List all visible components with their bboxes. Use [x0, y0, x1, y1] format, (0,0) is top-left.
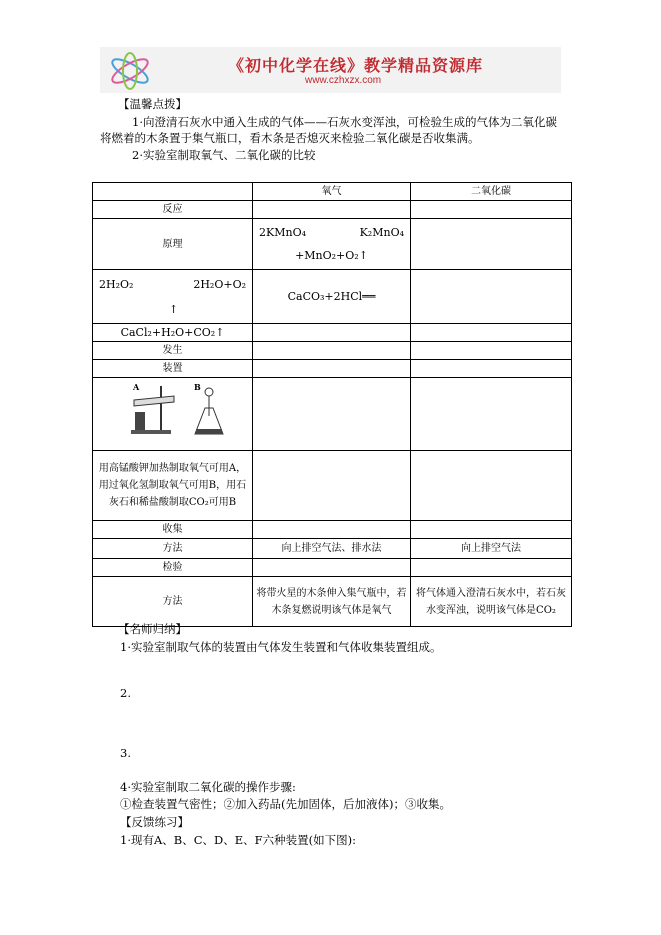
summary-item-3: 3.: [120, 746, 131, 760]
kmno4-left: 2KMnO₄: [259, 226, 306, 239]
test-o2: 将带火星的木条伸入集气瓶中，若木条复燃说明该气体是氧气: [253, 577, 411, 627]
row-label-method: 方法: [93, 539, 253, 559]
row-label-reaction: 反应: [93, 201, 253, 219]
h2o2-arrow: ↑: [169, 302, 179, 316]
summary-item-4-steps: ①检查装置气密性；②加入药品(先加固体，后加液体)；③收集。: [120, 797, 451, 811]
collect-o2: 向上排空气法、排水法: [253, 539, 411, 559]
comparison-table: [92, 182, 572, 627]
header-co2: 二氧化碳: [411, 183, 572, 201]
kmno4-right: K₂MnO₄: [359, 226, 404, 239]
summary-item-1: 1·实验室制取气体的装置由气体发生装置和气体收集装置组成。: [120, 640, 442, 654]
apparatus-drawing-icon: [98, 378, 248, 444]
label-a: A: [132, 382, 139, 392]
kmno4-equation: [253, 219, 411, 270]
kmno4-products: +MnO₂+O₂↑: [295, 249, 368, 262]
h2o2-equation: [93, 270, 253, 324]
test-co2: 将气体通入澄清石灰水中，若石灰水变浑浊，说明该气体是CO₂: [411, 577, 572, 627]
label-b: B: [193, 382, 201, 392]
row-label-collect: 收集: [93, 521, 253, 539]
atom-logo-icon: [106, 51, 154, 91]
banner-url[interactable]: www.czhxzx.com: [305, 75, 382, 86]
row-label-apparatus: 装置: [93, 360, 253, 378]
summary-item-4: 4·实验室制取二氧化碳的操作步骤:: [120, 780, 296, 794]
summary-heading: 【名师归纳】: [118, 622, 187, 636]
row-label-generate: 发生: [93, 342, 253, 360]
tips-heading: 【温馨点拨】: [118, 97, 187, 111]
row-label-test-method: 方法: [93, 577, 253, 627]
caco3-equation: CaCO₃+2HCl══: [253, 270, 411, 324]
header-banner: [100, 47, 561, 93]
tips-p2: 2·实验室制取氧气、二氧化碳的比较: [132, 148, 316, 162]
header-empty: [93, 183, 253, 201]
row-label-principle: 原理: [93, 219, 253, 270]
collect-co2: 向上排空气法: [411, 539, 572, 559]
feedback-heading: 【反馈练习】: [120, 815, 189, 829]
tips-p1-line1: 1·向澄清石灰水中通入生成的气体——石灰水变浑浊，可检验生成的气体为二氧化碳: [132, 115, 557, 129]
apparatus-note: 用高锰酸钾加热制取氧气可用A，用过氧化氢制取氧气可用B，用石灰石和稀盐酸制取CO₂可用B: [93, 451, 253, 521]
summary-item-2: 2.: [120, 686, 131, 700]
header-oxygen: 氧气: [253, 183, 411, 201]
feedback-item-1: 1·现有A、B、C、D、E、F六种装置(如下图):: [120, 833, 356, 847]
row-label-test: 检验: [93, 559, 253, 577]
banner-title: 《初中化学在线》教学精品资源库: [228, 56, 484, 75]
h2o2-left: 2H₂O₂: [99, 277, 134, 291]
tips-p1-line2: 将燃着的木条置于集气瓶口，看木条是否熄灭来检验二氧化碳是否收集满。: [100, 131, 480, 145]
apparatus-figure: [93, 378, 253, 451]
cacl2-products: CaCl₂+H₂O+CO₂↑: [93, 324, 253, 342]
h2o2-right: 2H₂O+O₂: [193, 277, 246, 291]
